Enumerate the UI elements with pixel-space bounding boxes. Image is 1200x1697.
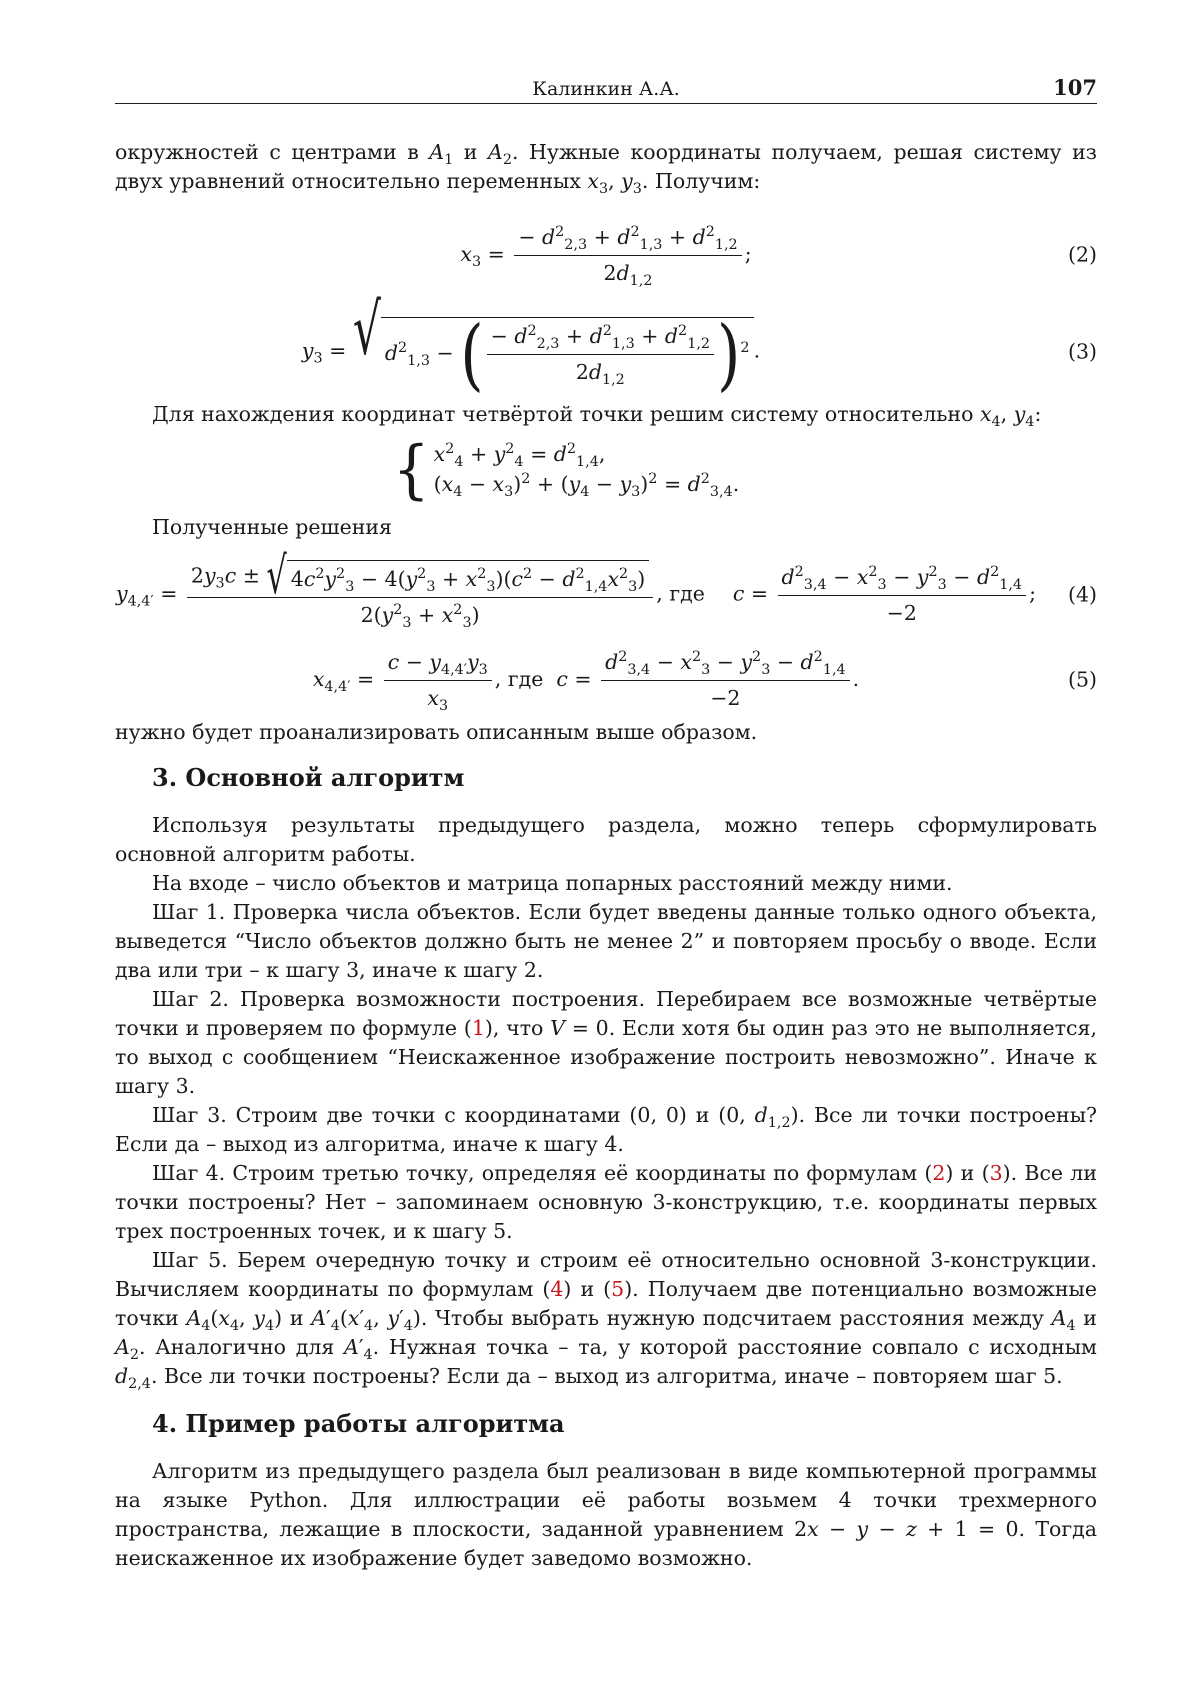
equation-3-number: (3) xyxy=(1068,338,1097,367)
header-author: Калинкин А.А. xyxy=(115,75,1097,104)
step-3-paragraph: Шаг 3. Строим две точки с координатами (0, 0) и (0, d1,2). Все ли точки построены? Если да – выход из алгоритма, иначе к шагу 4. xyxy=(115,1101,1097,1159)
after-equations-paragraph: нужно будет проанализировать описанным выше образом. xyxy=(115,718,1097,747)
equation-5-body: x4,4′ = c − y4,4′y3 x3 , где c = d23,4 − x23 − y23 − d21,4 −2 . xyxy=(313,648,859,713)
paper-page xyxy=(0,0,1200,1697)
solutions-label: Полученные решения xyxy=(115,513,1097,542)
step-4-paragraph: Шаг 4. Строим третью точку, определяя её координаты по формулам (2) и (3). Все ли точки построены? Нет – запоминаем основную 3-конструкцию, т.е. координаты первых трех построенных точек, и к шагу 5. xyxy=(115,1159,1097,1246)
step-5-paragraph: Шаг 5. Берем очередную точку и строим её относительно основной 3-конструкции. Вычисляем координаты по формулам (4) и (5). Получаем две потенциально возможные точки A4(x4, y4) и A′4(x′4, y′4). Чтобы выбрать нужную подсчитаем расстояния между A4 и A2. Аналогично для A′4. Нужная точка – та, у которой расстояние совпало с исходным d2,4. Все ли точки построены? Если да – выход из алгоритма, иначе – повторяем шаг 5. xyxy=(115,1246,1097,1391)
section-4-paragraph-1: Алгоритм из предыдущего раздела был реализован в виде компьютерной программы на языке Python. Для иллюстрации её работы возьмем 4 точки трехмерного пространства, лежащие в плоскости, заданной уравнением 2x − y − z + 1 = 0. Тогда неискаженное их изображение будет заведомо возможно. xyxy=(115,1457,1097,1573)
running-header xyxy=(115,73,1097,104)
ref-formula-1[interactable]: 1 xyxy=(472,1016,485,1040)
section-4-heading: 4. Пример работы алгоритма xyxy=(115,1409,1097,1439)
equation-system: { x24 + y24 = d21,4, (x4 − x3)2 + (y4 − y3)2 = d23,4. xyxy=(115,433,1097,505)
section-3-heading: 3. Основной алгоритм xyxy=(115,763,1097,793)
ref-formula-4[interactable]: 4 xyxy=(550,1277,563,1301)
ref-formula-3[interactable]: 3 xyxy=(990,1161,1003,1185)
ref-formula-2[interactable]: 2 xyxy=(932,1161,945,1185)
page-body xyxy=(115,138,1097,1573)
equation-5-number: (5) xyxy=(1068,666,1097,695)
equation-2-body: x3 = − d22,3 + d21,3 + d21,2 2d1,2 ; xyxy=(460,223,751,288)
section-3-paragraph-1: Используя результаты предыдущего раздела, можно теперь сформулировать основной алгоритм работы. xyxy=(115,811,1097,869)
equation-2-number: (2) xyxy=(1068,241,1097,270)
equation-4-number: (4) xyxy=(1068,581,1097,610)
step-1-paragraph: Шаг 1. Проверка числа объектов. Если будет введены данные только одного объекта, выведется “Число объектов должно быть не менее 2” и повторяем просьбу о вводе. Если два или три – к шагу 3, иначе к шагу 2. xyxy=(115,898,1097,985)
page-number: 107 xyxy=(1053,73,1097,102)
equation-4 xyxy=(115,552,1097,638)
equation-3 xyxy=(115,306,1097,398)
section-3-paragraph-2: На входе – число объектов и матрица попарных расстояний между ними. xyxy=(115,869,1097,898)
equation-4-body: y4,4′ = 2y3c ± √ 4c2y23 − 4(y23 + x23)(c2 − d21,4x23) 2(y23 + x23) , где c = d23,4 − x23 − y23 − d21,4 −2 ; xyxy=(116,560,1036,630)
ref-formula-5[interactable]: 5 xyxy=(611,1277,624,1301)
fourth-point-paragraph: Для нахождения координат четвёртой точки решим систему относительно x4, y4: xyxy=(115,400,1097,429)
equation-5 xyxy=(115,642,1097,718)
intro-paragraph: окружностей с центрами в A1 и A2. Нужные координаты получаем, решая систему из двух уравнений относительно переменных x3, y3. Получим: xyxy=(115,138,1097,196)
equation-2 xyxy=(115,212,1097,298)
equation-3-body: y3 = √ d21,3 − ( − d22,3 + d21,3 + d21,2 2d1,2 )2 . xyxy=(302,317,760,387)
step-2-paragraph: Шаг 2. Проверка возможности построения. Перебираем все возможные четвёртые точки и проверяем по формуле (1), что V = 0. Если хотя бы один раз это не выполняется, то выход с сообщением “Неискаженное изображение построить невозможно”. Иначе к шагу 3. xyxy=(115,985,1097,1101)
